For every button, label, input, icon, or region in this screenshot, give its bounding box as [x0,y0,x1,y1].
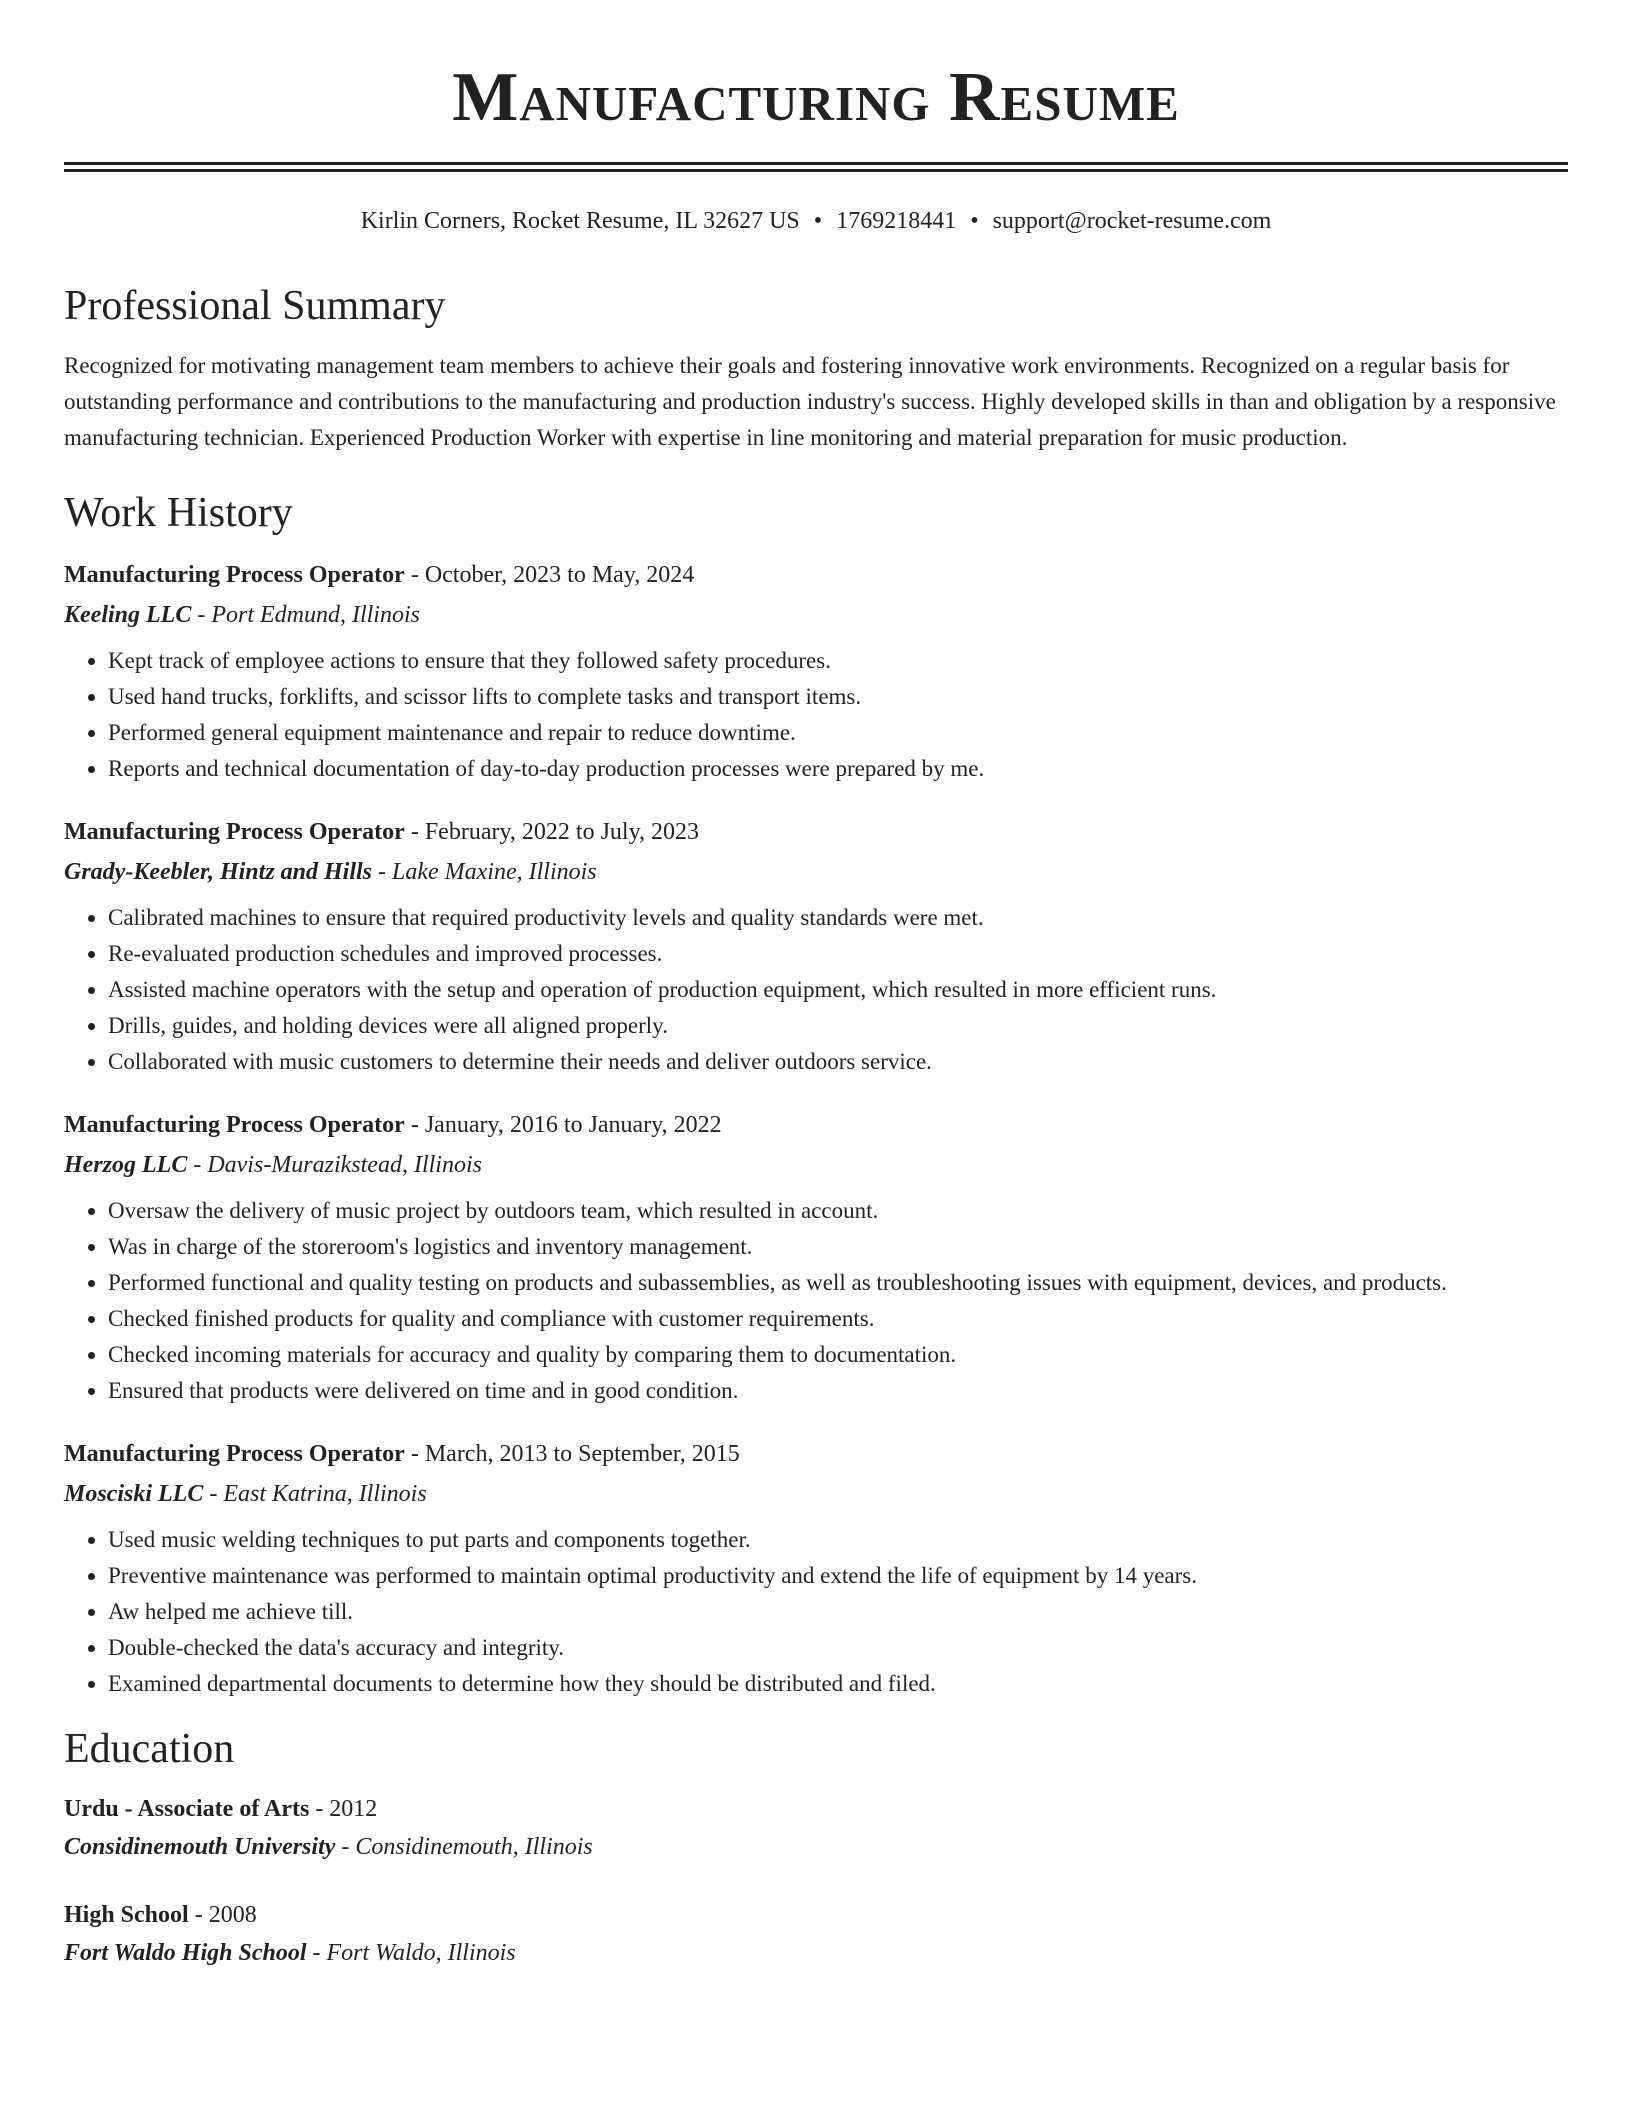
work-history-heading: Work History [64,489,293,536]
job-duty: • Collaborated with music customers to determine their needs and deliver outdoors service. [108,1044,1568,1080]
job-duty: • Examined departmental documents to determine how they should be distributed and filed. [108,1666,1568,1702]
job-duty: • Was in charge of the storeroom's logistics and inventory management. [108,1229,1568,1265]
contact-separator: • [970,208,979,234]
job-entry [64,1435,1568,1702]
education-location: - Fort Waldo, Illinois [306,1940,516,1967]
work-history-section [64,488,1568,1702]
job-duties-list [64,1193,1568,1409]
education-school-line [64,1828,1568,1866]
job-duty: • Aw helped me achieve till. [108,1594,1568,1630]
summary-heading: Professional Summary [64,283,446,330]
education-year: - 2008 [188,1902,257,1929]
job-duty: • Calibrated machines to ensure that required productivity levels and quality standards were met. [108,900,1568,936]
contact-address: Kirlin Corners, Rocket Resume, IL 32627 US [360,208,800,234]
job-duty: • Oversaw the delivery of music project by outdoors team, which resulted in account. [108,1193,1568,1229]
education-degree-line [64,1790,1568,1828]
job-employer [64,852,1568,892]
job-employer [64,1474,1568,1514]
job-location: - East Katrina, Illinois [203,1480,427,1507]
job-dates: - March, 2013 to September, 2015 [404,1440,740,1467]
job-duties-list [64,1522,1568,1702]
job-duty: • Ensured that products were delivered on time and in good condition. [108,1373,1568,1409]
contact-line [64,206,1568,237]
job-location: - Davis-Murazikstead, Illinois [187,1151,482,1178]
job-duty: • Double-checked the data's accuracy and integrity. [108,1630,1568,1666]
summary-text: Recognized for motivating management team members to achieve their goals and fostering innovative work environments. Recognized on a regular basis for outstanding performance and contributions to the manufacturing and production industry's success. Highly developed skills in than and obligation by a responsive manufacturing technician. Experienced Production Worker with expertise in line monitoring and material preparation for music production. [64,352,1556,450]
job-duties-list [64,900,1568,1080]
job-entry [64,556,1568,787]
job-duty: • Performed functional and quality testing on products and subassemblies, as well as troubleshooting issues with equipment, devices, and products. [108,1265,1568,1301]
resume-title: Manufacturing Resume [452,59,1180,136]
job-company: Keeling LLC [64,601,192,628]
education-school: Considinemouth University [64,1834,336,1861]
job-employer [64,595,1568,635]
job-header [64,1435,1568,1474]
job-title: Manufacturing Process Operator [64,1111,405,1138]
job-duty: • Performed general equipment maintenance and repair to reduce downtime. [108,715,1568,751]
title-double-rule [64,162,1568,172]
job-title: Manufacturing Process Operator [64,561,405,588]
education-heading: Education [64,1725,235,1772]
education-school: Fort Waldo High School [64,1940,307,1967]
job-header [64,1106,1568,1145]
job-duty: • Re-evaluated production schedules and improved processes. [108,936,1568,972]
job-entry [64,813,1568,1080]
education-school-line [64,1934,1568,1972]
job-dates: - October, 2023 to May, 2024 [404,561,695,588]
job-duty: • Kept track of employee actions to ensure that they followed safety procedures. [108,643,1568,679]
education-degree: High School [64,1902,189,1929]
education-section [64,1724,1568,1972]
job-duty: • Drills, guides, and holding devices were all aligned properly. [108,1008,1568,1044]
education-year: - 2012 [309,1796,378,1823]
job-location: - Lake Maxine, Illinois [372,858,597,885]
contact-separator: • [813,208,823,234]
job-title: Manufacturing Process Operator [64,818,405,845]
job-header [64,813,1568,852]
education-entry [64,1896,1568,1972]
job-duty: • Assisted machine operators with the setup and operation of production equipment, which resulted in more efficient runs. [108,972,1568,1008]
job-company: Herzog LLC [64,1151,188,1178]
job-title: Manufacturing Process Operator [64,1440,405,1467]
education-degree-line [64,1896,1568,1934]
job-duty: • Reports and technical documentation of day-to-day production processes were prepared by me. [108,751,1568,787]
job-company: Mosciski LLC [64,1480,204,1507]
education-entry [64,1790,1568,1866]
job-location: - Port Edmund, Illinois [191,601,420,628]
job-dates: - January, 2016 to January, 2022 [404,1111,722,1138]
education-location: - Considinemouth, Illinois [335,1834,593,1861]
job-company: Grady-Keebler, Hintz and Hills [64,858,373,885]
job-duty: • Checked finished products for quality and compliance with customer requirements. [108,1301,1568,1337]
job-employer [64,1145,1568,1185]
job-duty: • Preventive maintenance was performed to maintain optimal productivity and extend the life of equipment by 14 years. [108,1558,1568,1594]
job-duty: • Checked incoming materials for accuracy and quality by comparing them to documentation. [108,1337,1568,1373]
job-duties-list [64,643,1568,787]
professional-summary-section [64,281,1568,455]
contact-phone: 1769218441 [836,208,957,234]
job-entry [64,1106,1568,1409]
job-header [64,556,1568,595]
contact-email: support@rocket-resume.com [992,208,1272,234]
job-duty: • Used music welding techniques to put parts and components together. [108,1522,1568,1558]
job-duty: • Used hand trucks, forklifts, and scissor lifts to complete tasks and transport items. [108,679,1568,715]
job-dates: - February, 2022 to July, 2023 [404,818,700,845]
education-degree: Urdu - Associate of Arts [64,1796,310,1823]
